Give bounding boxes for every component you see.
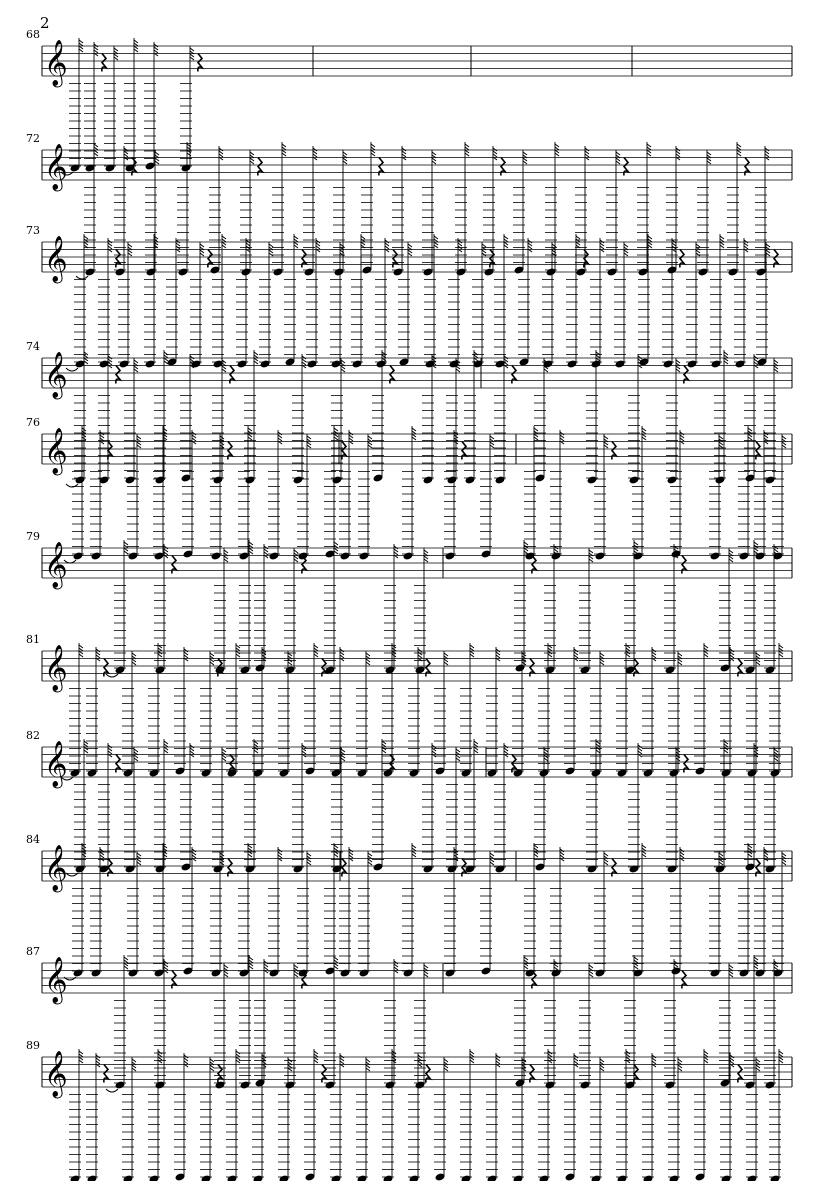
- page-number: 2: [40, 14, 50, 32]
- note-flag: [522, 1059, 526, 1062]
- note-flag: [158, 1057, 162, 1060]
- measure-number: 89: [26, 1039, 40, 1052]
- treble-clef-icon: 𝄞: [44, 236, 68, 282]
- note-flag: [314, 1054, 318, 1057]
- measure-number: 81: [26, 633, 40, 646]
- note-flag: [288, 1068, 292, 1071]
- note-flag: [548, 1060, 552, 1063]
- note-flag: [392, 1051, 396, 1054]
- note-flag: [779, 1060, 783, 1063]
- note-flag: [210, 1059, 214, 1062]
- note-flag: [496, 1061, 500, 1064]
- note-flag: [652, 1055, 656, 1058]
- measure-number: 74: [26, 340, 40, 353]
- note-flag: [756, 1065, 760, 1068]
- treble-clef-icon: 𝄞: [44, 352, 68, 398]
- note-flag: [470, 1057, 474, 1060]
- note-flag: [158, 1054, 162, 1057]
- note-flag: [704, 1060, 708, 1063]
- note-flag: [340, 1058, 344, 1061]
- note-flag: [496, 1055, 500, 1058]
- note-flag: [236, 1057, 240, 1060]
- note-flag: [418, 1055, 422, 1058]
- note-flag: [730, 1058, 734, 1061]
- note-flag: [756, 1059, 760, 1062]
- treble-clef-icon: 𝄞: [44, 845, 68, 891]
- note-flag: [678, 1065, 682, 1068]
- note-flag: [262, 1058, 266, 1061]
- note-flag: [314, 1060, 318, 1063]
- note-flag: [210, 1065, 214, 1068]
- note-flag: [79, 1051, 83, 1054]
- note-flag: [626, 1054, 630, 1057]
- note-flag: [184, 1058, 188, 1061]
- note-flag: [470, 1054, 474, 1057]
- treble-clef-icon: 𝄞: [44, 144, 68, 190]
- note-flag: [496, 1058, 500, 1061]
- note-flag: [392, 1054, 396, 1057]
- note-flag: [548, 1051, 552, 1054]
- note-flag: [79, 1060, 83, 1063]
- note-flag: [678, 1059, 682, 1062]
- note-flag: [548, 1057, 552, 1060]
- note-flag: [340, 1061, 344, 1064]
- note-flag: [444, 1065, 448, 1068]
- treble-clef-icon: 𝄞: [44, 645, 68, 691]
- measure-number: 76: [26, 416, 40, 429]
- measure-number: 68: [26, 28, 40, 41]
- note-flag: [262, 1061, 266, 1064]
- note-flag: [574, 1055, 578, 1058]
- note-flag: [288, 1065, 292, 1068]
- measure-number: 84: [26, 833, 40, 846]
- note-flag: [574, 1061, 578, 1064]
- measure-number: 79: [26, 530, 40, 543]
- note-flag: [574, 1058, 578, 1061]
- note-flag: [210, 1068, 214, 1071]
- note-flag: [730, 1061, 734, 1064]
- note-flag: [600, 1065, 604, 1068]
- note-flag: [79, 1054, 83, 1057]
- note-flag: [444, 1068, 448, 1071]
- note-flag: [340, 1055, 344, 1058]
- measure-number: 82: [26, 729, 40, 742]
- note-flag: [548, 1054, 552, 1057]
- note-flag: [418, 1061, 422, 1064]
- note-flag: [392, 1060, 396, 1063]
- note-flag: [704, 1057, 708, 1060]
- note-flag: [626, 1060, 630, 1063]
- treble-clef-icon: 𝄞: [44, 428, 68, 474]
- note-flag: [236, 1060, 240, 1063]
- note-flag: [132, 1068, 136, 1071]
- note-flag: [704, 1054, 708, 1057]
- note-flag: [184, 1061, 188, 1064]
- note-flag: [626, 1051, 630, 1054]
- note-flag: [236, 1054, 240, 1057]
- note-flag: [366, 1068, 370, 1071]
- note-flag: [704, 1051, 708, 1054]
- treble-clef-icon: 𝄞: [44, 957, 68, 1003]
- note-flag: [779, 1051, 783, 1054]
- note-flag: [96, 1061, 100, 1064]
- note-flag: [314, 1051, 318, 1054]
- note-flag: [158, 1060, 162, 1063]
- note-flag: [652, 1058, 656, 1061]
- note-flag: [158, 1051, 162, 1054]
- measure-number: 72: [26, 132, 40, 145]
- note-flag: [626, 1057, 630, 1060]
- note-flag: [652, 1061, 656, 1064]
- note-flag: [470, 1060, 474, 1063]
- note-flag: [678, 1068, 682, 1071]
- note-flag: [132, 1065, 136, 1068]
- note-flag: [779, 1054, 783, 1057]
- note-flag: [132, 1059, 136, 1062]
- note-flag: [600, 1068, 604, 1071]
- note-flag: [96, 1058, 100, 1061]
- note-flag: [600, 1059, 604, 1062]
- measure-number: 87: [26, 945, 40, 958]
- note-flag: [730, 1055, 734, 1058]
- note-flag: [756, 1068, 760, 1071]
- note-flag: [288, 1059, 292, 1062]
- note-flag: [366, 1065, 370, 1068]
- note-flag: [314, 1057, 318, 1060]
- note-flag: [236, 1051, 240, 1054]
- note-flag: [392, 1057, 396, 1060]
- note-flag: [470, 1051, 474, 1054]
- note-flag: [418, 1058, 422, 1061]
- note-flag: [366, 1059, 370, 1062]
- treble-clef-icon: 𝄞: [44, 542, 68, 588]
- note-flag: [184, 1055, 188, 1058]
- note-flag: [96, 1055, 100, 1058]
- treble-clef-icon: 𝄞: [44, 741, 68, 787]
- measure-number: 73: [26, 224, 40, 237]
- note-flag: [79, 1057, 83, 1060]
- note-flag: [522, 1065, 526, 1068]
- note-flag: [779, 1057, 783, 1060]
- treble-clef-icon: 𝄞: [44, 40, 68, 86]
- note-flag: [444, 1059, 448, 1062]
- note-flag: [262, 1055, 266, 1058]
- note-flag: [522, 1068, 526, 1071]
- treble-clef-icon: 𝄞: [44, 1051, 68, 1097]
